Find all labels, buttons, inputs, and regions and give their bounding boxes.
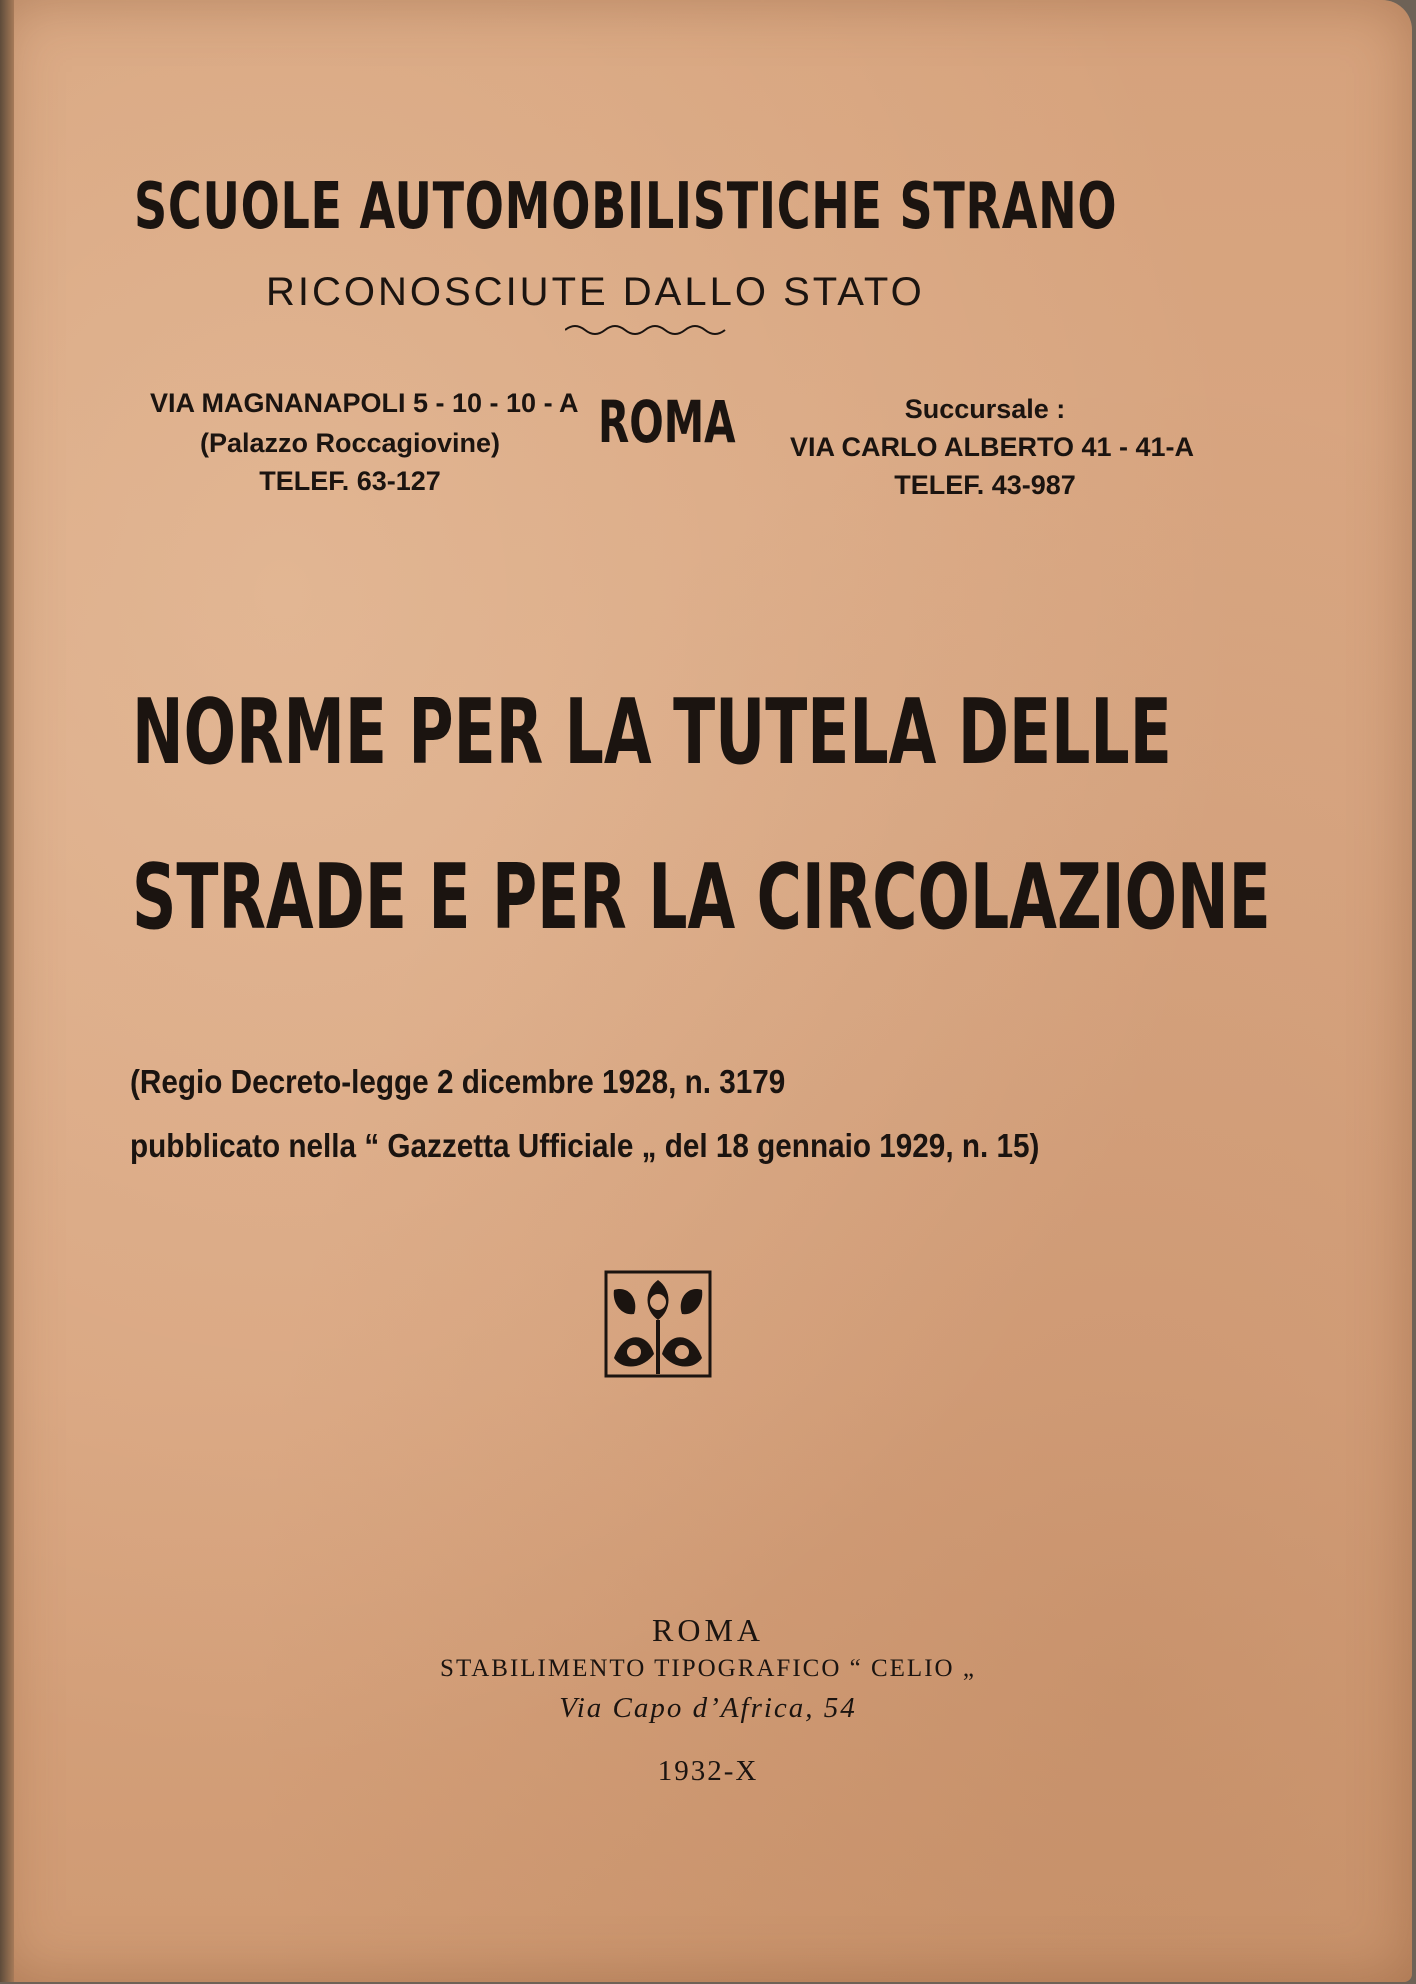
- imprint-city: ROMA: [651, 1612, 764, 1648]
- right-address-phone: TELEF. 43-987: [894, 470, 1076, 500]
- city-name: ROMA: [598, 388, 736, 456]
- imprint-printer: STABILIMENTO TIPOGRAFICO “ CELIO „: [440, 1655, 976, 1682]
- left-address-street: VIA MAGNANAPOLI 5 - 10 - 10 - A: [150, 388, 579, 418]
- school-name: SCUOLE AUTOMOBILISTICHE STRANO: [134, 170, 1118, 244]
- spine-edge: [0, 0, 14, 1982]
- decree-line-2: pubblicato nella “ Gazzetta Ufficiale „ del 18 gennaio 1929, n. 15): [130, 1127, 1040, 1164]
- imprint-address: Via Capo d’Africa, 54: [559, 1692, 857, 1724]
- squiggle-ornament: [565, 322, 735, 338]
- title-line-2: STRADE E PER LA CIRCOLAZIONE: [132, 845, 1271, 950]
- branch-label: Succursale :: [904, 394, 1066, 424]
- left-address-building: (Palazzo Roccagiovine): [199, 428, 501, 458]
- right-address-street: VIA CARLO ALBERTO 41 - 41-A: [790, 432, 1195, 462]
- left-address-phone: TELEF. 63-127: [259, 466, 441, 496]
- recognition-line: RICONOSCIUTE DALLO STATO: [266, 270, 925, 314]
- imprint-year: 1932-X: [657, 1755, 759, 1787]
- decree-line-1: (Regio Decreto-legge 2 dicembre 1928, n. 3179: [130, 1063, 786, 1100]
- title-line-1: NORME PER LA TUTELA DELLE: [132, 680, 1172, 785]
- floral-ornament-icon: [604, 1270, 712, 1378]
